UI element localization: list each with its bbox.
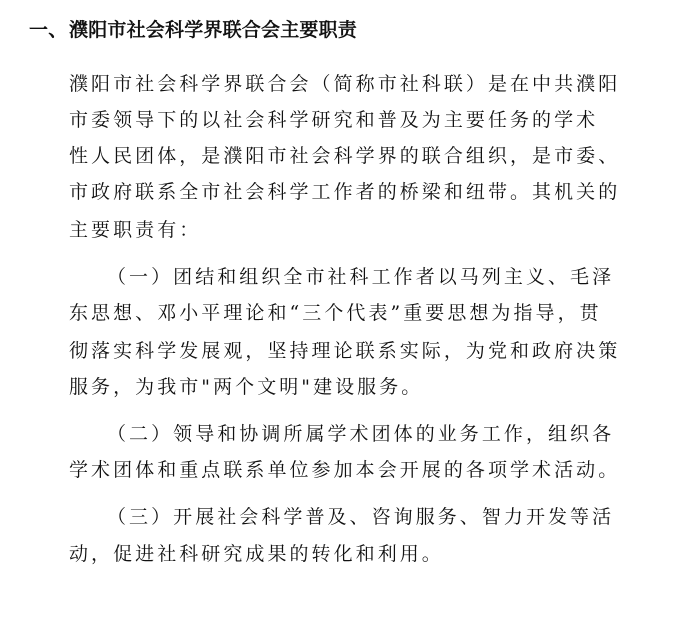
item-2-line-1: （二）领导和协调所属学术团体的业务工作，组织各: [107, 423, 615, 445]
item-1-line-2: 东思想、邓小平理论和“三个代表”重要思想为指导，贯: [69, 302, 602, 324]
item-2-line-2: 学术团体和重点联系单位参加本会开展的各项学术活动。: [69, 459, 621, 481]
item-1-line-1: （一）团结和组织全市社科工作者以马列主义、毛泽: [107, 266, 615, 288]
item-1-line-3: 彻落实科学发展观，坚持理论联系实际，为党和政府决策: [69, 340, 621, 362]
paragraph-intro-line-2: 市委领导下的以社会科学研究和普及为主要任务的学术: [69, 109, 599, 131]
paragraph-intro-line-4: 市政府联系全市社会科学工作者的桥梁和纽带。其机关的: [69, 181, 621, 203]
paragraph-intro-line-1: 濮阳市社会科学界联合会（简称市社科联）是在中共濮阳: [69, 73, 621, 95]
section-heading: [29, 16, 357, 44]
item-3-line-1: （三）开展社会科学普及、咨询服务、智力开发等活: [107, 506, 615, 528]
paragraph-intro-line-3: 性人民团体，是濮阳市社会科学界的联合组织，是市委、: [69, 145, 621, 167]
item-1-line-4: 服务，为我市"两个文明"建设服务。: [69, 376, 424, 398]
item-3-line-2: 动，促进社科研究成果的转化和利用。: [69, 543, 444, 565]
section-number: 一、: [29, 19, 68, 41]
section-title: 濮阳市社会科学界联合会主要职责: [69, 19, 358, 41]
paragraph-intro-line-5: 主要职责有：: [69, 219, 202, 241]
